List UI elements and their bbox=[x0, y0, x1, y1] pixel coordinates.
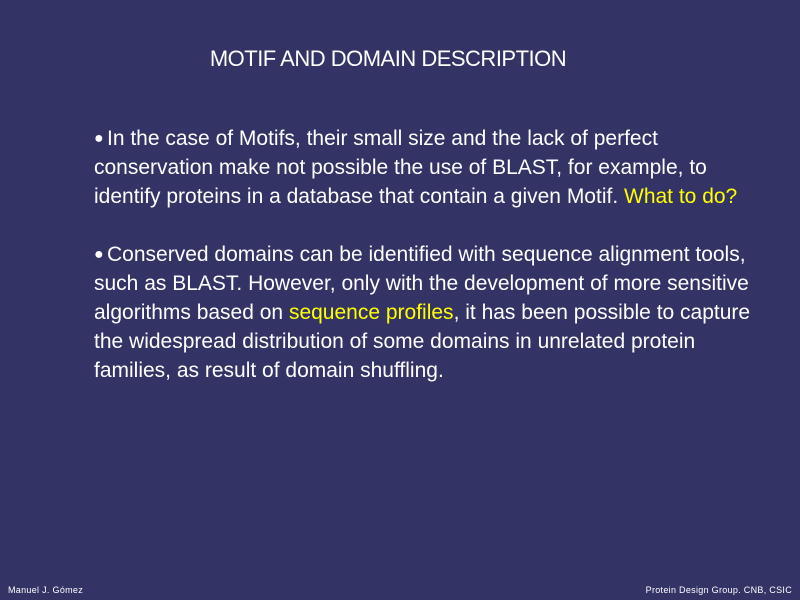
footer-author: Manuel J. Gómez bbox=[8, 585, 84, 595]
bullet-dot-icon: ● bbox=[94, 246, 104, 263]
highlighted-text: What to do? bbox=[624, 185, 738, 208]
bullet-paragraph-motifs bbox=[94, 124, 754, 211]
footer-organization: Protein Design Group. CNB, CSIC bbox=[645, 585, 792, 595]
paragraph-text: Conserved domains can be identified with sequence alignment tools, such as BLAST. However, only with the development of more sensitive algorithms based on bbox=[94, 243, 749, 324]
highlighted-text: sequence profiles bbox=[288, 301, 454, 324]
slide-title: MOTIF AND DOMAIN DESCRIPTION bbox=[209, 46, 567, 71]
slide-body bbox=[94, 124, 754, 385]
bullet-paragraph-domains bbox=[94, 240, 754, 385]
paragraph-text: In the case of Motifs, their small size and the lack of perfect conservation make not possible the use of BLAST, for example, to identify proteins in a database that contain a given Motif. bbox=[94, 127, 707, 208]
bullet-dot-icon: ● bbox=[94, 130, 104, 147]
paragraph-text-tail: , it has been possible to capture the widespread distribution of some domains in unrelated protein families, as result of domain shuffling. bbox=[94, 301, 751, 382]
